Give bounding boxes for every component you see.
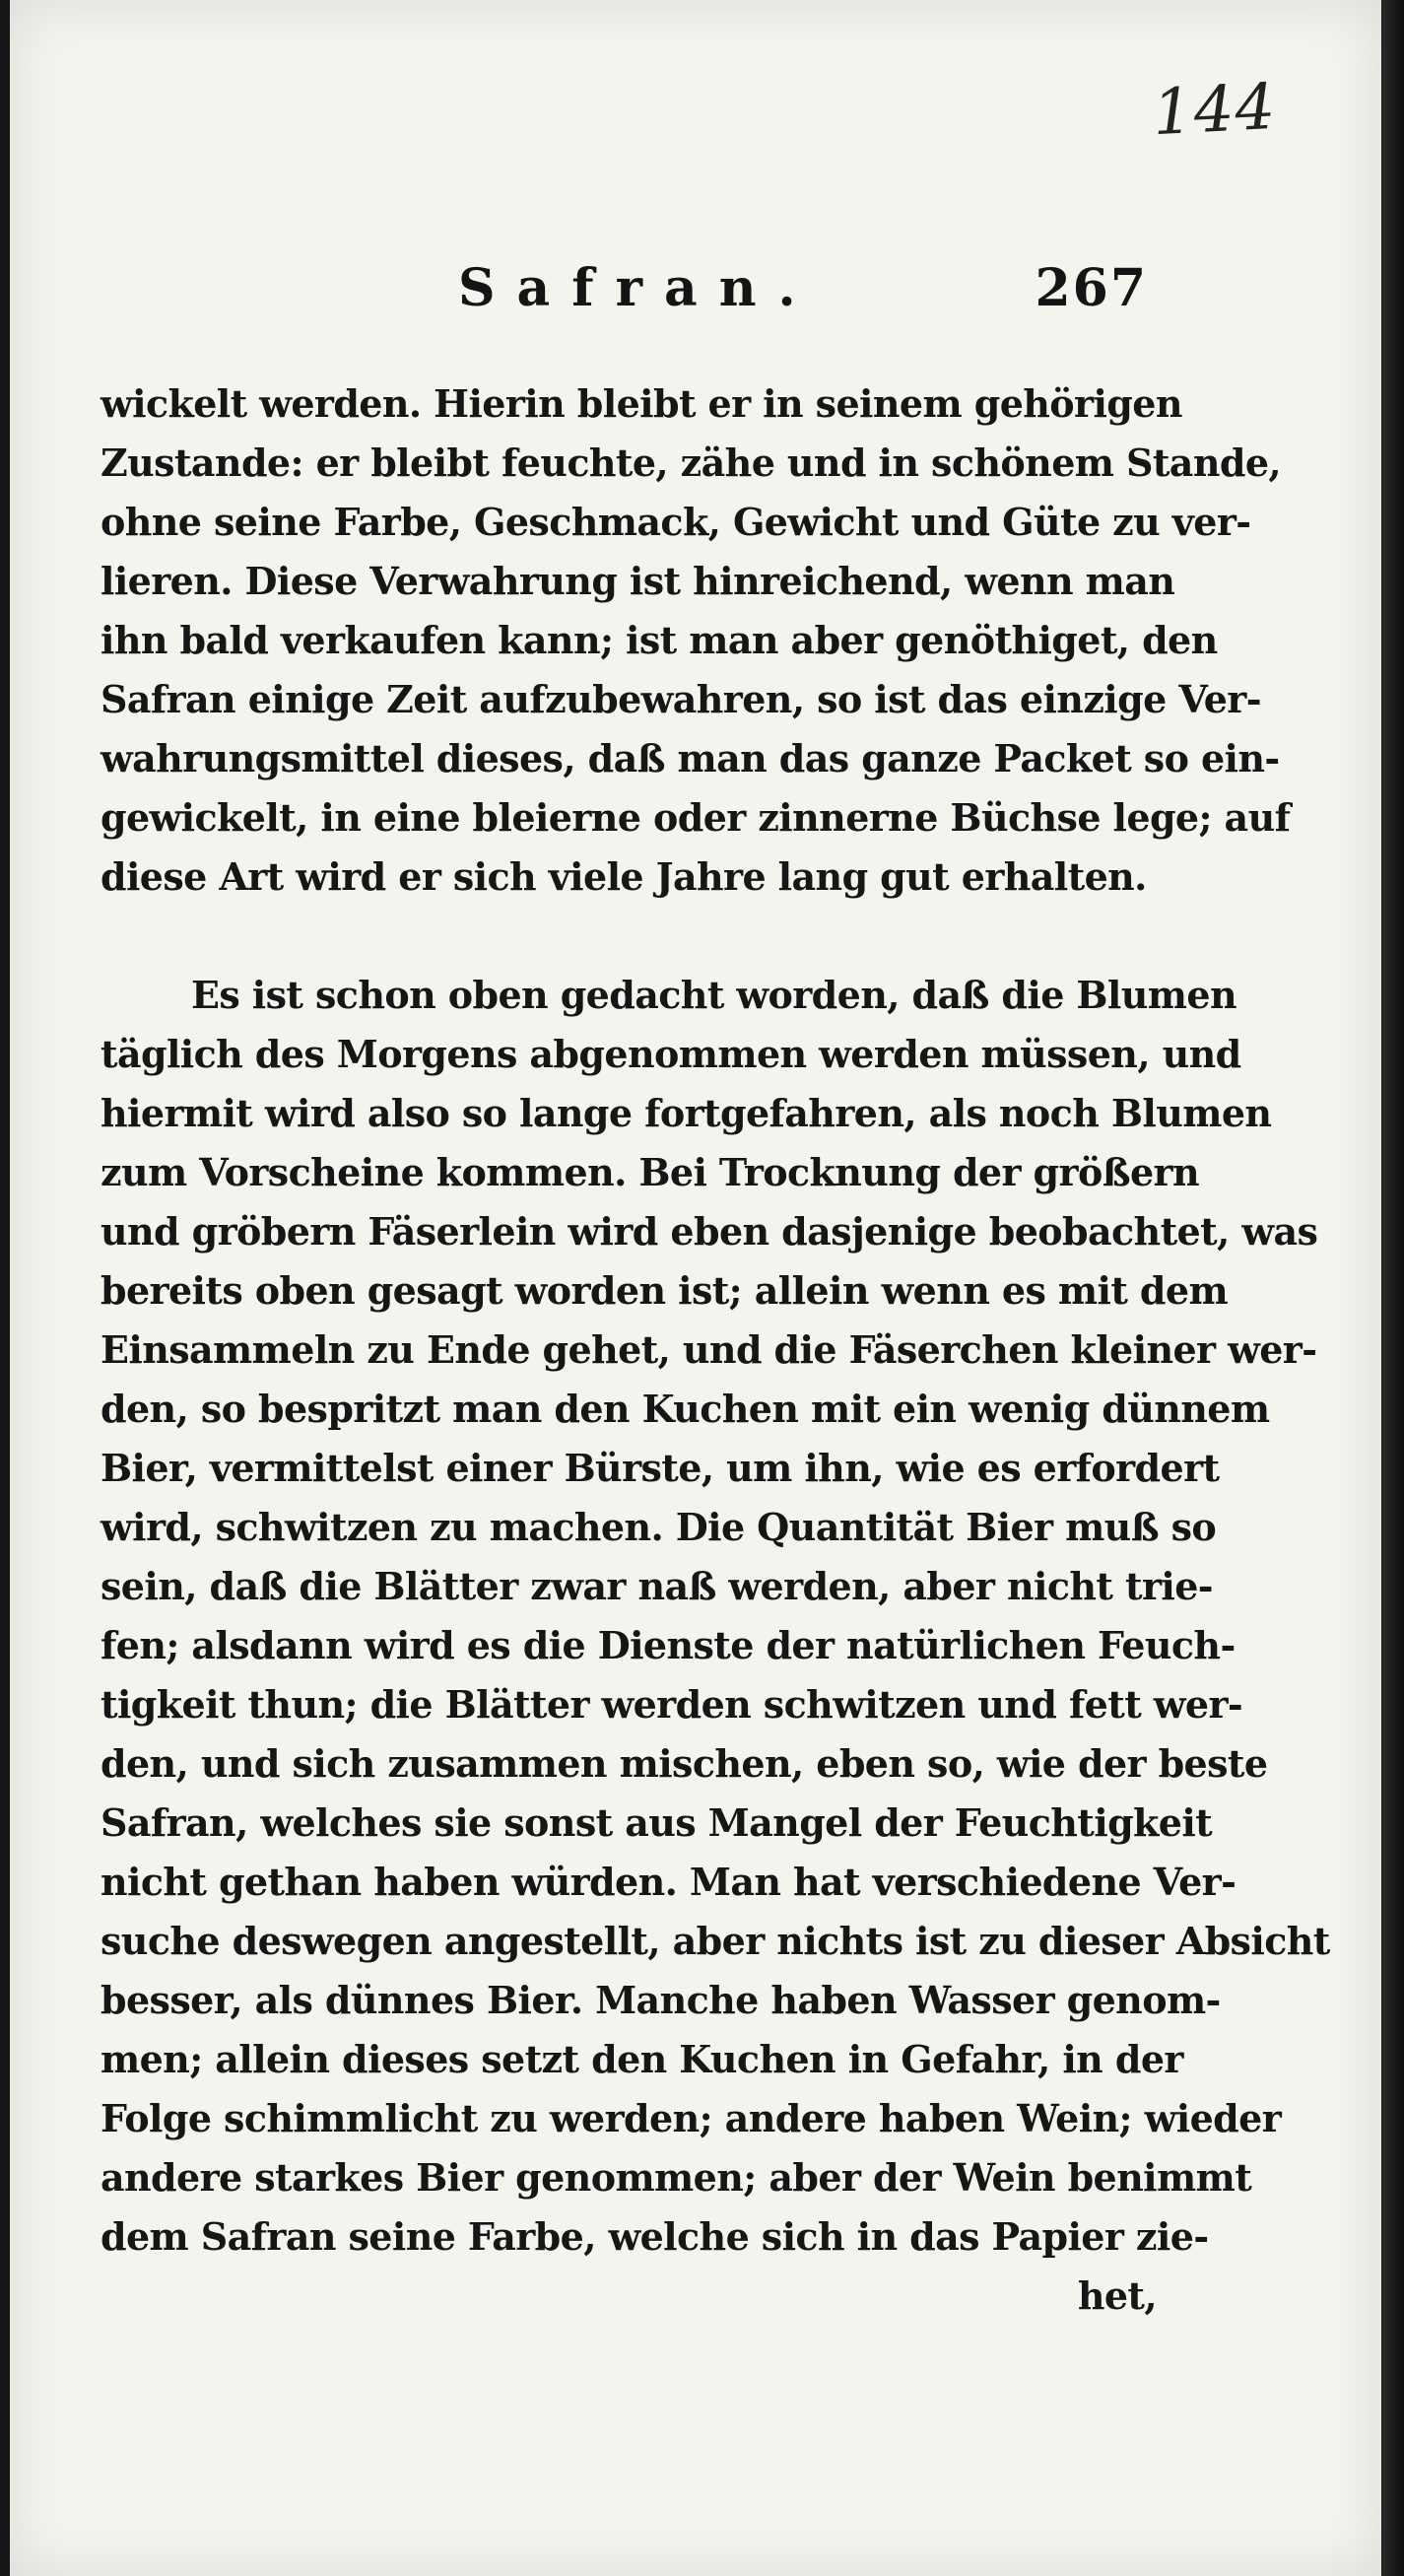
text-line: Safran, welches sie sonst aus Mangel der Feuchtigkeit (100, 1800, 1213, 1845)
text-line: tigkeit thun; die Blätter werden schwitzen und fett wer- (100, 1682, 1243, 1727)
catchword: het, (1077, 2273, 1157, 2318)
text-line: täglich des Morgens abgenommen werden müssen, und (100, 1032, 1241, 1076)
text-line: dem Safran seine Farbe, welche sich in das Papier zie- (100, 2214, 1209, 2259)
text-line: wahrungsmittel dieses, daß man das ganze Packet so ein- (100, 736, 1280, 780)
text-line: sein, daß die Blätter zwar naß werden, aber nicht trie- (100, 1564, 1213, 1608)
text-line: lieren. Diese Verwahrung ist hinreichend, wenn man (100, 559, 1175, 603)
handwritten-folio-number: 144 (1151, 70, 1279, 151)
text-line: Bier, vermittelst einer Bürste, um ihn, wie es erfordert (100, 1446, 1220, 1490)
text-line: Zustande: er bleibt feuchte, zähe und in schönem Stande, (100, 441, 1282, 485)
text-line: suche deswegen angestellt, aber nichts ist zu dieser Absicht (100, 1919, 1330, 1963)
page-number: 267 (1035, 258, 1148, 318)
text-line: diese Art wird er sich viele Jahre lang gut erhalten. (100, 854, 1147, 899)
text-line: besser, als dünnes Bier. Manche haben Wasser genom- (100, 1978, 1221, 2022)
text-line: ohne seine Farbe, Geschmack, Gewicht und Güte zu ver- (100, 500, 1251, 544)
text-line: wickelt werden. Hierin bleibt er in seinem gehörigen (100, 381, 1182, 426)
text-line: nicht gethan haben würden. Man hat verschiedene Ver- (100, 1860, 1237, 1904)
running-title: Safran. (458, 258, 818, 318)
body-text (100, 374, 1330, 2326)
text-line: hiermit wird also so lange fortgefahren, als noch Blumen (100, 1091, 1272, 1135)
page-edge-shadow (1382, 0, 1404, 2576)
text-line: Es ist schon oben gedacht worden, daß die Blumen (191, 973, 1237, 1017)
text-line: fen; alsdann wird es die Dienste der natürlichen Feuch- (100, 1623, 1236, 1667)
text-line: ihn bald verkaufen kann; ist man aber genöthiget, den (100, 618, 1218, 662)
text-line: Einsammeln zu Ende gehet, und die Fäserchen kleiner wer- (100, 1327, 1317, 1372)
text-line: gewickelt, in eine bleierne oder zinnerne Büchse lege; auf (100, 795, 1291, 840)
text-line: Safran einige Zeit aufzubewahren, so ist das einzige Ver- (100, 677, 1261, 721)
paragraph-break (100, 907, 1157, 966)
text-line: und gröbern Fäserlein wird eben dasjenige beobachtet, was (100, 1209, 1318, 1254)
text-line: zum Vorscheine kommen. Bei Trocknung der größern (100, 1150, 1199, 1194)
text-line: Folge schimmlicht zu werden; andere haben Wein; wieder (100, 2096, 1282, 2140)
text-line: wird, schwitzen zu machen. Die Quantität Bier muß so (100, 1505, 1217, 1549)
running-head (108, 258, 1148, 337)
book-page (10, 0, 1381, 2576)
text-line: bereits oben gesagt worden ist; allein wenn es mit dem (100, 1268, 1229, 1313)
text-line: den, so bespritzt man den Kuchen mit ein wenig dünnem (100, 1387, 1270, 1431)
text-line: den, und sich zusammen mischen, eben so, wie der beste (100, 1741, 1268, 1786)
text-line: andere starkes Bier genommen; aber der Wein benimmt (100, 2155, 1252, 2200)
text-line: men; allein dieses setzt den Kuchen in Gefahr, in der (100, 2037, 1183, 2081)
